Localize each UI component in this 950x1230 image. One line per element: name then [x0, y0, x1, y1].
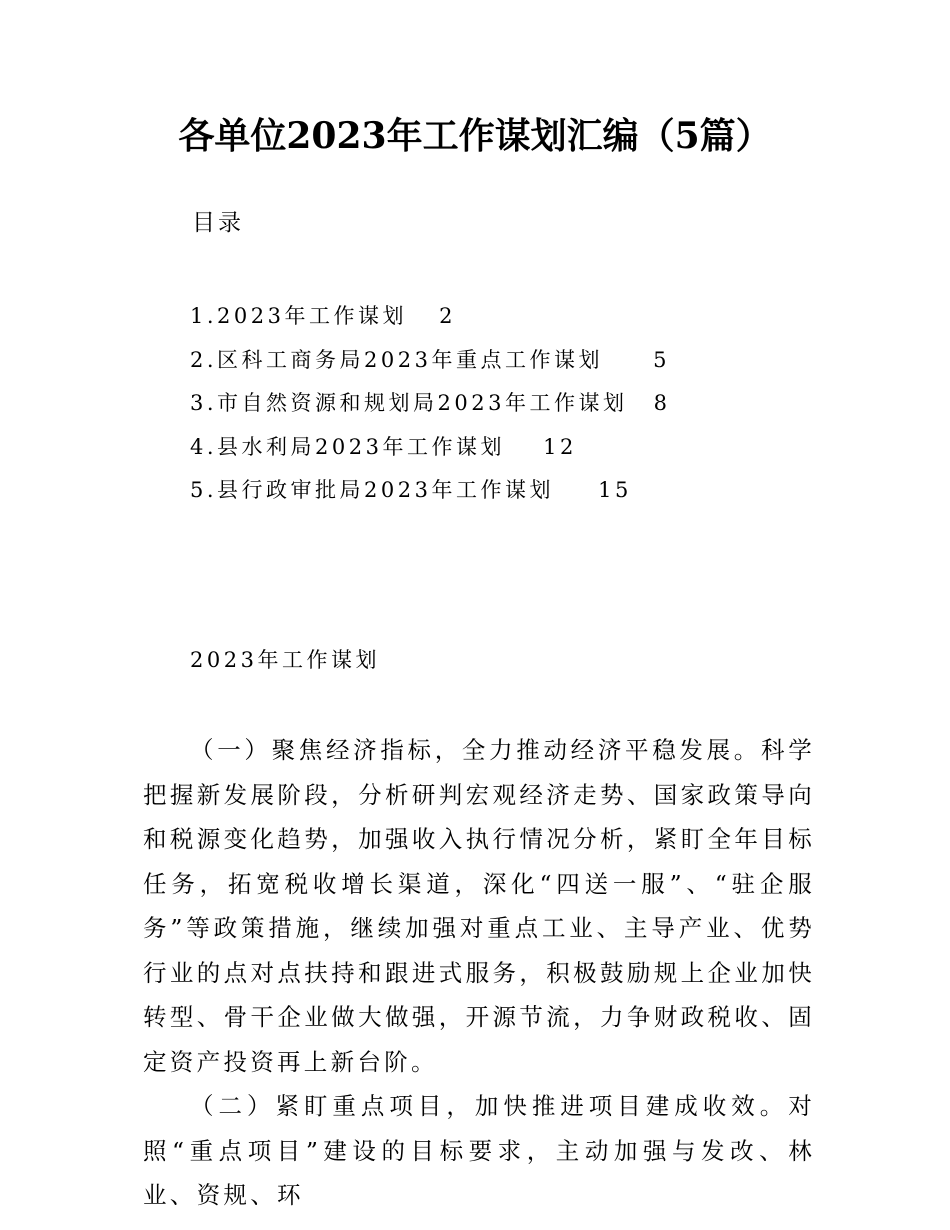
body-text [143, 728, 815, 1218]
paragraph: （二）紧盯重点项目，加快推进项目建成收效。对照“重点项目”建设的目标要求，主动加强与发改、林业、资规、环 [143, 1092, 815, 1209]
section-heading: 2023年工作谋划 [190, 648, 380, 672]
toc-entry-label: 3.市自然资源和规划局2023年工作谋划 [190, 391, 628, 415]
toc-entry-1[interactable] [190, 295, 671, 339]
toc-entry-page: 12 [543, 434, 577, 459]
paragraph: （一）聚焦经济指标，全力推动经济平稳发展。科学把握新发展阶段，分析研判宏观经济走势、国家政策导向和税源变化趋势，加强收入执行情况分析，紧盯全年目标任务，拓宽税收增长渠道，深化“四送一服”、“驻企服务”等政策措施，继续加强对重点工业、主导产业、优势行业的点对点扶持和跟进式服务，积极鼓励规上企业加快转型、骨干企业做大做强，开源节流，力争财政税收、固定资产投资再上新台阶。 [143, 736, 815, 1076]
toc-entry-label: 4.县水利局2023年工作谋划 [190, 434, 505, 459]
toc-entry-label: 2.区科工商务局2023年重点工作谋划 [190, 347, 603, 372]
toc-entry-page: 2 [439, 304, 457, 328]
toc-entry-4[interactable] [190, 426, 671, 470]
toc-entry-3[interactable] [190, 382, 671, 426]
toc-heading: 目录 [192, 210, 244, 236]
toc-entry-page: 5 [653, 347, 671, 372]
table-of-contents [190, 295, 671, 513]
document-title: 各单位2023年工作谋划汇编（5篇） [178, 115, 772, 157]
toc-entry-page: 15 [598, 478, 632, 502]
toc-entry-label: 5.县行政审批局2023年工作谋划 [190, 478, 554, 502]
toc-entry-5[interactable] [190, 469, 671, 513]
toc-entry-label: 1.2023年工作谋划 [190, 304, 407, 328]
toc-entry-2[interactable] [190, 339, 671, 383]
toc-entry-page: 8 [653, 391, 671, 415]
